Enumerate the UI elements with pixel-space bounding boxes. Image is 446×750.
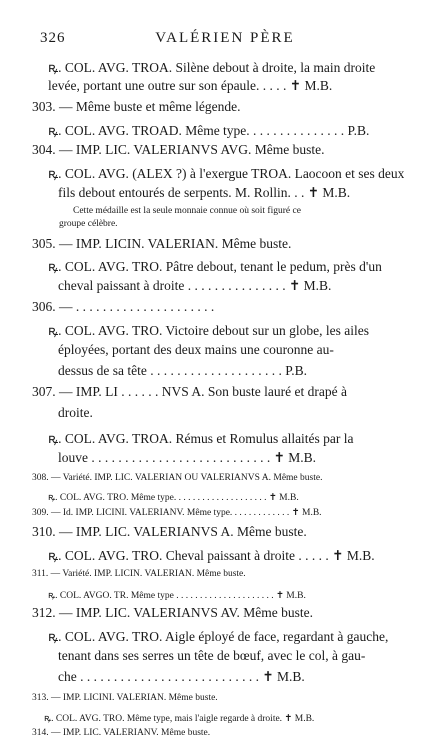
text-line: ꝶ. COL. AVG. TRO. Cheval paissant à droite . . . . . ✝ M.B. bbox=[48, 548, 375, 563]
text-line: 305. — IMP. LICIN. VALERIAN. Même buste. bbox=[32, 236, 292, 251]
text-line: 311. — Variété. IMP. LICIN. VALERIAN. Même buste. bbox=[32, 569, 246, 579]
text-line: fils debout entourés de serpents. M. Rollin. . . ✝ M.B. bbox=[58, 185, 351, 200]
text-line: levée, portant une outre sur son épaule. . . . . ✝ M.B. bbox=[48, 78, 333, 93]
text-line: groupe célèbre. bbox=[59, 219, 118, 229]
text-line: louve . . . . . . . . . . . . . . . . . . . . . . . . . . . ✝ M.B. bbox=[58, 450, 317, 465]
text-line: 308. — Variété. IMP. LIC. VALERIAN OU VALERIANVS A. Même buste. bbox=[32, 473, 323, 483]
text-line: ꝶ. COL. AVG. TROAD. Même type. . . . . . . . . . . . . . . P.B. bbox=[48, 123, 370, 138]
text-line: 303. — Même buste et même légende. bbox=[32, 99, 241, 114]
text-line: dessus de sa tête . . . . . . . . . . . . . . . . . . . . P.B. bbox=[58, 363, 307, 378]
text-line: Cette médaille est la seule monnaie connue où soit figuré ce bbox=[73, 206, 301, 216]
text-line: ꝶ. COL. AVG. TROA. Silène debout à droite, la main droite bbox=[48, 60, 376, 75]
text-line: ꝶ. COL. AVG. TRO. Victoire debout sur un globe, les ailes bbox=[48, 323, 369, 338]
text-line: ꝶ. COL. AVG. TRO. Aigle éployé de face, regardant à gauche, bbox=[48, 629, 389, 644]
text-line: 307. — IMP. LI . . . . . . NVS A. Son buste lauré et drapé à bbox=[32, 384, 347, 399]
text-line: tenant dans ses serres un tête de bœuf, avec le col, à gau- bbox=[58, 648, 366, 663]
text-line: 314. — IMP. LIC. VALERIANV. Même buste. bbox=[32, 728, 211, 738]
text-line: ꝶ. COL. AVG. TROA. Rémus et Romulus allaités par la bbox=[48, 431, 354, 446]
text-line: 306. — . . . . . . . . . . . . . . . . . . . . . bbox=[32, 299, 215, 314]
page-number: 326 bbox=[40, 30, 66, 46]
text-line: droite. bbox=[58, 405, 93, 420]
text-line: ꝶ. COL. AVG. (ALEX ?) à l'exergue TROA. Laocoon et ses deux bbox=[48, 166, 405, 181]
text-line: 313. — IMP. LICINI. VALERIAN. Même buste. bbox=[32, 693, 218, 703]
text-line: ꝶ. COL. AVGO. TR. Même type . . . . . . . . . . . . . . . . . . . . . ✝ M.B. bbox=[48, 591, 306, 601]
text-line: ꝶ. COL. AVG. TRO. Même type. . . . . . . . . . . . . . . . . . . . ✝ M.B. bbox=[48, 493, 299, 503]
text-line: cheval paissant à droite . . . . . . . . . . . . . . . ✝ M.B. bbox=[58, 278, 332, 293]
text-line: 309. — Id. IMP. LICINI. VALERIANV. Même type. . . . . . . . . . . . . ✝ M.B. bbox=[32, 508, 322, 518]
text-line: ꝶ. COL. AVG. TRO. Pâtre debout, tenant le pedum, près d'un bbox=[48, 259, 382, 274]
running-title: VALÉRIEN PÈRE bbox=[155, 30, 295, 46]
text-line: éployées, portant des deux mains une couronne au- bbox=[58, 342, 334, 357]
text-line: 310. — IMP. LIC. VALERIANVS A. Même buste. bbox=[32, 524, 307, 539]
text-line: 304. — IMP. LIC. VALERIANVS AVG. Même buste. bbox=[32, 142, 325, 157]
text-line: che . . . . . . . . . . . . . . . . . . . . . . . . . . . ✝ M.B. bbox=[58, 669, 305, 684]
text-line: ꝶ. COL. AVG. TRO. Même type, mais l'aigle regarde à droite. ✝ M.B. bbox=[44, 714, 315, 724]
text-line: 312. — IMP. LIC. VALERIANVS AV. Même buste. bbox=[32, 605, 314, 620]
